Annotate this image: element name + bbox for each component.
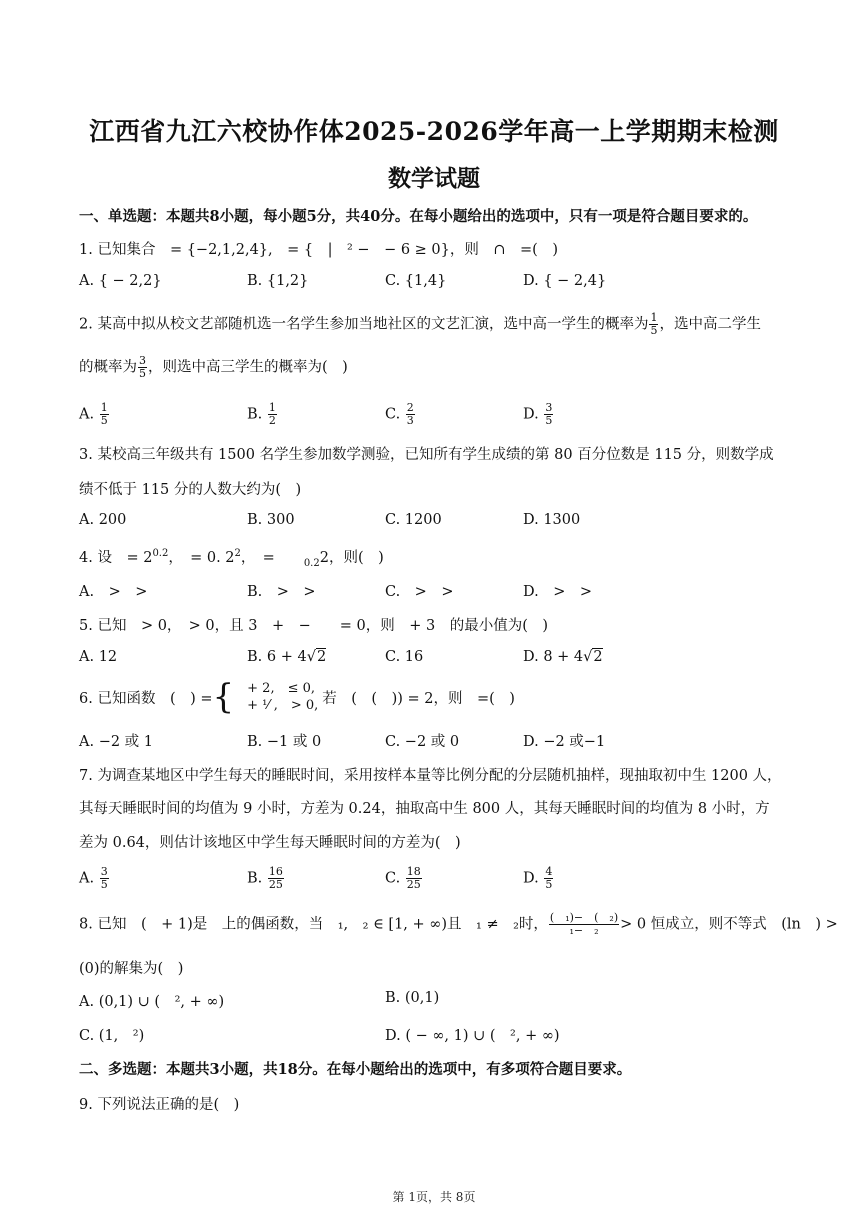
piecewise-cases xyxy=(234,680,318,714)
question-8-fraction xyxy=(549,912,619,937)
option-label: D. xyxy=(523,870,539,887)
option-label: B. xyxy=(247,406,263,423)
question-7-line-3: 差为 0.64，则估计该地区中学生每天睡眠时间的方差为( ) xyxy=(79,835,461,851)
stem-part: ， = xyxy=(240,550,304,566)
fraction-denominator: 5 xyxy=(100,414,108,427)
stem-part: > 0 恒成立，则不等式 (ln ) > xyxy=(620,916,838,933)
question-7-option-b xyxy=(247,866,285,891)
question-3-option-d: D. 1300 xyxy=(523,512,581,528)
fraction-numerator: 4 xyxy=(545,865,553,878)
question-3-option-c: C. 1200 xyxy=(385,512,442,528)
option-label: A. xyxy=(79,406,95,423)
section-heading-single-choice: 一、单选题：本题共8小题，每小题5分，共40分。在每小题给出的选项中，只有一项是符合题目要求的。 xyxy=(79,208,758,225)
piecewise-case-2: + ¹⁄ , > 0, xyxy=(234,698,319,713)
question-2-line-2 xyxy=(79,355,348,380)
stem-part: 若 ( ( )) = 2，则 =( ) xyxy=(322,690,515,707)
option-fraction xyxy=(406,866,422,891)
fraction-numerator: 18 xyxy=(406,865,421,878)
fraction-numerator: ( ₁)− ( ₂) xyxy=(549,911,619,924)
question-2-option-b xyxy=(247,402,278,427)
question-3-line-1: 3. 某校高三年级共有 1500 名学生参加数学测验，已知所有学生成绩的第 80 百分位数是 115 分，则数学成 xyxy=(79,447,774,463)
question-6-option-a: A. −2 或 1 xyxy=(79,734,154,750)
piecewise-case-1: + 2, ≤ 0, xyxy=(234,681,316,696)
question-6-option-c: C. −2 或 0 xyxy=(385,734,460,750)
question-6-option-d: D. −2 或−1 xyxy=(523,734,606,750)
question-5-stem: 5. 已知 > 0， > 0，且 3 + − = 0，则 + 3 的最小值为( ) xyxy=(79,618,549,634)
question-4-option-c: C. > > xyxy=(385,584,454,600)
option-fraction xyxy=(406,402,415,427)
option-label: A. xyxy=(79,870,95,887)
fraction-denominator: 5 xyxy=(650,324,658,337)
question-2-line-1 xyxy=(79,312,761,337)
exponent: 2 xyxy=(234,548,241,560)
question-8-line-1 xyxy=(79,912,838,937)
question-7-option-a xyxy=(79,866,110,891)
fraction-numerator: 1 xyxy=(650,311,658,324)
fraction-numerator: 3 xyxy=(139,354,146,367)
question-1-option-c: C. {1,4} xyxy=(385,273,447,289)
question-3-option-b: B. 300 xyxy=(247,512,295,528)
question-1-option-b: B. {1,2} xyxy=(247,273,309,289)
question-8-option-d: D. ( − ∞, 1) ∪ ( ², + ∞) xyxy=(385,1028,560,1044)
question-7-line-1: 7. 为调查某地区中学生每天的睡眠时间，采用按样本量等比例分配的分层随机抽样，现抽取初中生 1200 人， xyxy=(79,768,782,784)
exponent: 0.2 xyxy=(152,548,169,560)
question-5-option-c: C. 16 xyxy=(385,649,424,665)
fraction-denominator: 2 xyxy=(268,414,276,427)
option-fraction xyxy=(100,866,109,891)
option-label: B. xyxy=(247,870,263,887)
question-5-option-a: A. 12 xyxy=(79,649,118,665)
fraction-denominator: 5 xyxy=(545,878,553,891)
option-fraction xyxy=(544,866,553,891)
question-6-stem xyxy=(79,675,515,719)
fraction-numerator: 3 xyxy=(100,865,108,878)
question-2-line-1-text: 2. 某高中拟从校文艺部随机选一名学生参加当地社区的文艺汇演，选中高一学生的概率为 xyxy=(79,316,649,333)
question-2-option-c xyxy=(385,402,416,427)
question-8-line-2: (0)的解集为( ) xyxy=(79,961,184,977)
question-6-option-b: B. −1 或 0 xyxy=(247,734,322,750)
brace-glyph: { xyxy=(212,677,235,717)
option-fraction xyxy=(544,402,553,427)
question-9-stem: 9. 下列说法正确的是( ) xyxy=(79,1097,240,1113)
question-3-option-a: A. 200 xyxy=(79,512,127,528)
fraction-numerator: 2 xyxy=(406,401,414,414)
question-3-line-2: 绩不低于 115 分的人数大约为( ) xyxy=(79,482,302,498)
question-2-line-1-tail: ，选中高二学生 xyxy=(659,316,761,333)
stem-part: 8. 已知 ( + 1)是 上的偶函数，当 ₁, ₂ ∈ [1, + ∞)且 ₁ ≠ ₂时， xyxy=(79,916,548,933)
exam-title: 江西省九江六校协作体2025-2026学年高一上学期期末检测 xyxy=(89,117,779,146)
option-text: B. 6 + 4 xyxy=(247,649,307,665)
stem-part: ， = 0. 2 xyxy=(168,550,235,566)
question-1-stem: 1. 已知集合 = {−2,1,2,4}, = { | ² − − 6 ≥ 0}，则 ∩ =( ) xyxy=(79,242,558,258)
fraction-numerator: 3 xyxy=(545,401,553,414)
fraction-denominator: 25 xyxy=(268,878,283,891)
question-4-option-b: B. > > xyxy=(247,584,316,600)
fraction-denominator: ₁− ₂ xyxy=(569,924,599,937)
log-base: 0.2 xyxy=(303,557,320,569)
exam-subtitle: 数学试题 xyxy=(388,165,480,192)
stem-part: 4. 设 = 2 xyxy=(79,550,153,566)
option-text: D. 8 + 4 xyxy=(523,649,584,665)
question-5-option-d: D. 8 + 4√2 xyxy=(523,649,603,665)
fraction-denominator: 3 xyxy=(406,414,414,427)
fraction-denominator: 5 xyxy=(545,414,553,427)
question-2-option-a xyxy=(79,402,110,427)
fraction-numerator: 1 xyxy=(268,401,276,414)
question-2-fraction-2 xyxy=(138,355,147,380)
question-4-option-a: A. > > xyxy=(79,584,148,600)
page-footer: 第 1页，共 8页 xyxy=(392,1190,476,1204)
fraction-denominator: 25 xyxy=(406,878,421,891)
option-label: D. xyxy=(523,406,539,423)
question-8-option-a: A. (0,1) ∪ ( ², + ∞) xyxy=(79,994,225,1010)
option-fraction xyxy=(268,866,284,891)
question-7-option-d xyxy=(523,866,554,891)
option-label: C. xyxy=(385,406,401,423)
option-fraction xyxy=(100,402,109,427)
radicand: 2 xyxy=(316,649,327,665)
stem-part: 2，则( ) xyxy=(319,550,384,566)
question-2-line-2-text: 的概率为 xyxy=(79,359,137,376)
option-label: C. xyxy=(385,870,401,887)
fraction-numerator: 1 xyxy=(100,401,108,414)
question-8-option-c: C. (1, ²) xyxy=(79,1028,145,1044)
question-4-stem xyxy=(79,546,384,569)
question-1-option-d: D. { − 2,4} xyxy=(523,273,607,289)
question-2-line-2-tail: ，则选中高三学生的概率为( ) xyxy=(148,359,348,376)
radicand: 2 xyxy=(593,649,603,665)
option-fraction xyxy=(268,402,277,427)
fraction-denominator: 5 xyxy=(100,878,108,891)
question-4-option-d: D. > > xyxy=(523,584,593,600)
question-5-option-b: B. 6 + 4√2 xyxy=(247,649,327,665)
question-1-option-a: A. { − 2,2} xyxy=(79,273,162,289)
question-7-line-2: 其每天睡眠时间的均值为 9 小时，方差为 0.24，抽取高中生 800 人，其每天睡眠时间的均值为 8 小时，方 xyxy=(79,801,770,817)
question-8-option-b: B. (0,1) xyxy=(385,990,440,1006)
stem-part: 6. 已知函数 ( ) = xyxy=(79,690,213,707)
question-2-option-d xyxy=(523,402,554,427)
fraction-denominator: 5 xyxy=(139,367,146,380)
fraction-numerator: 16 xyxy=(268,865,283,878)
section-heading-multiple-choice: 二、多选题：本题共3小题，共18分。在每小题给出的选项中，有多项符合题目要求。 xyxy=(79,1061,632,1078)
question-7-option-c xyxy=(385,866,423,891)
question-2-fraction-1 xyxy=(649,312,658,337)
